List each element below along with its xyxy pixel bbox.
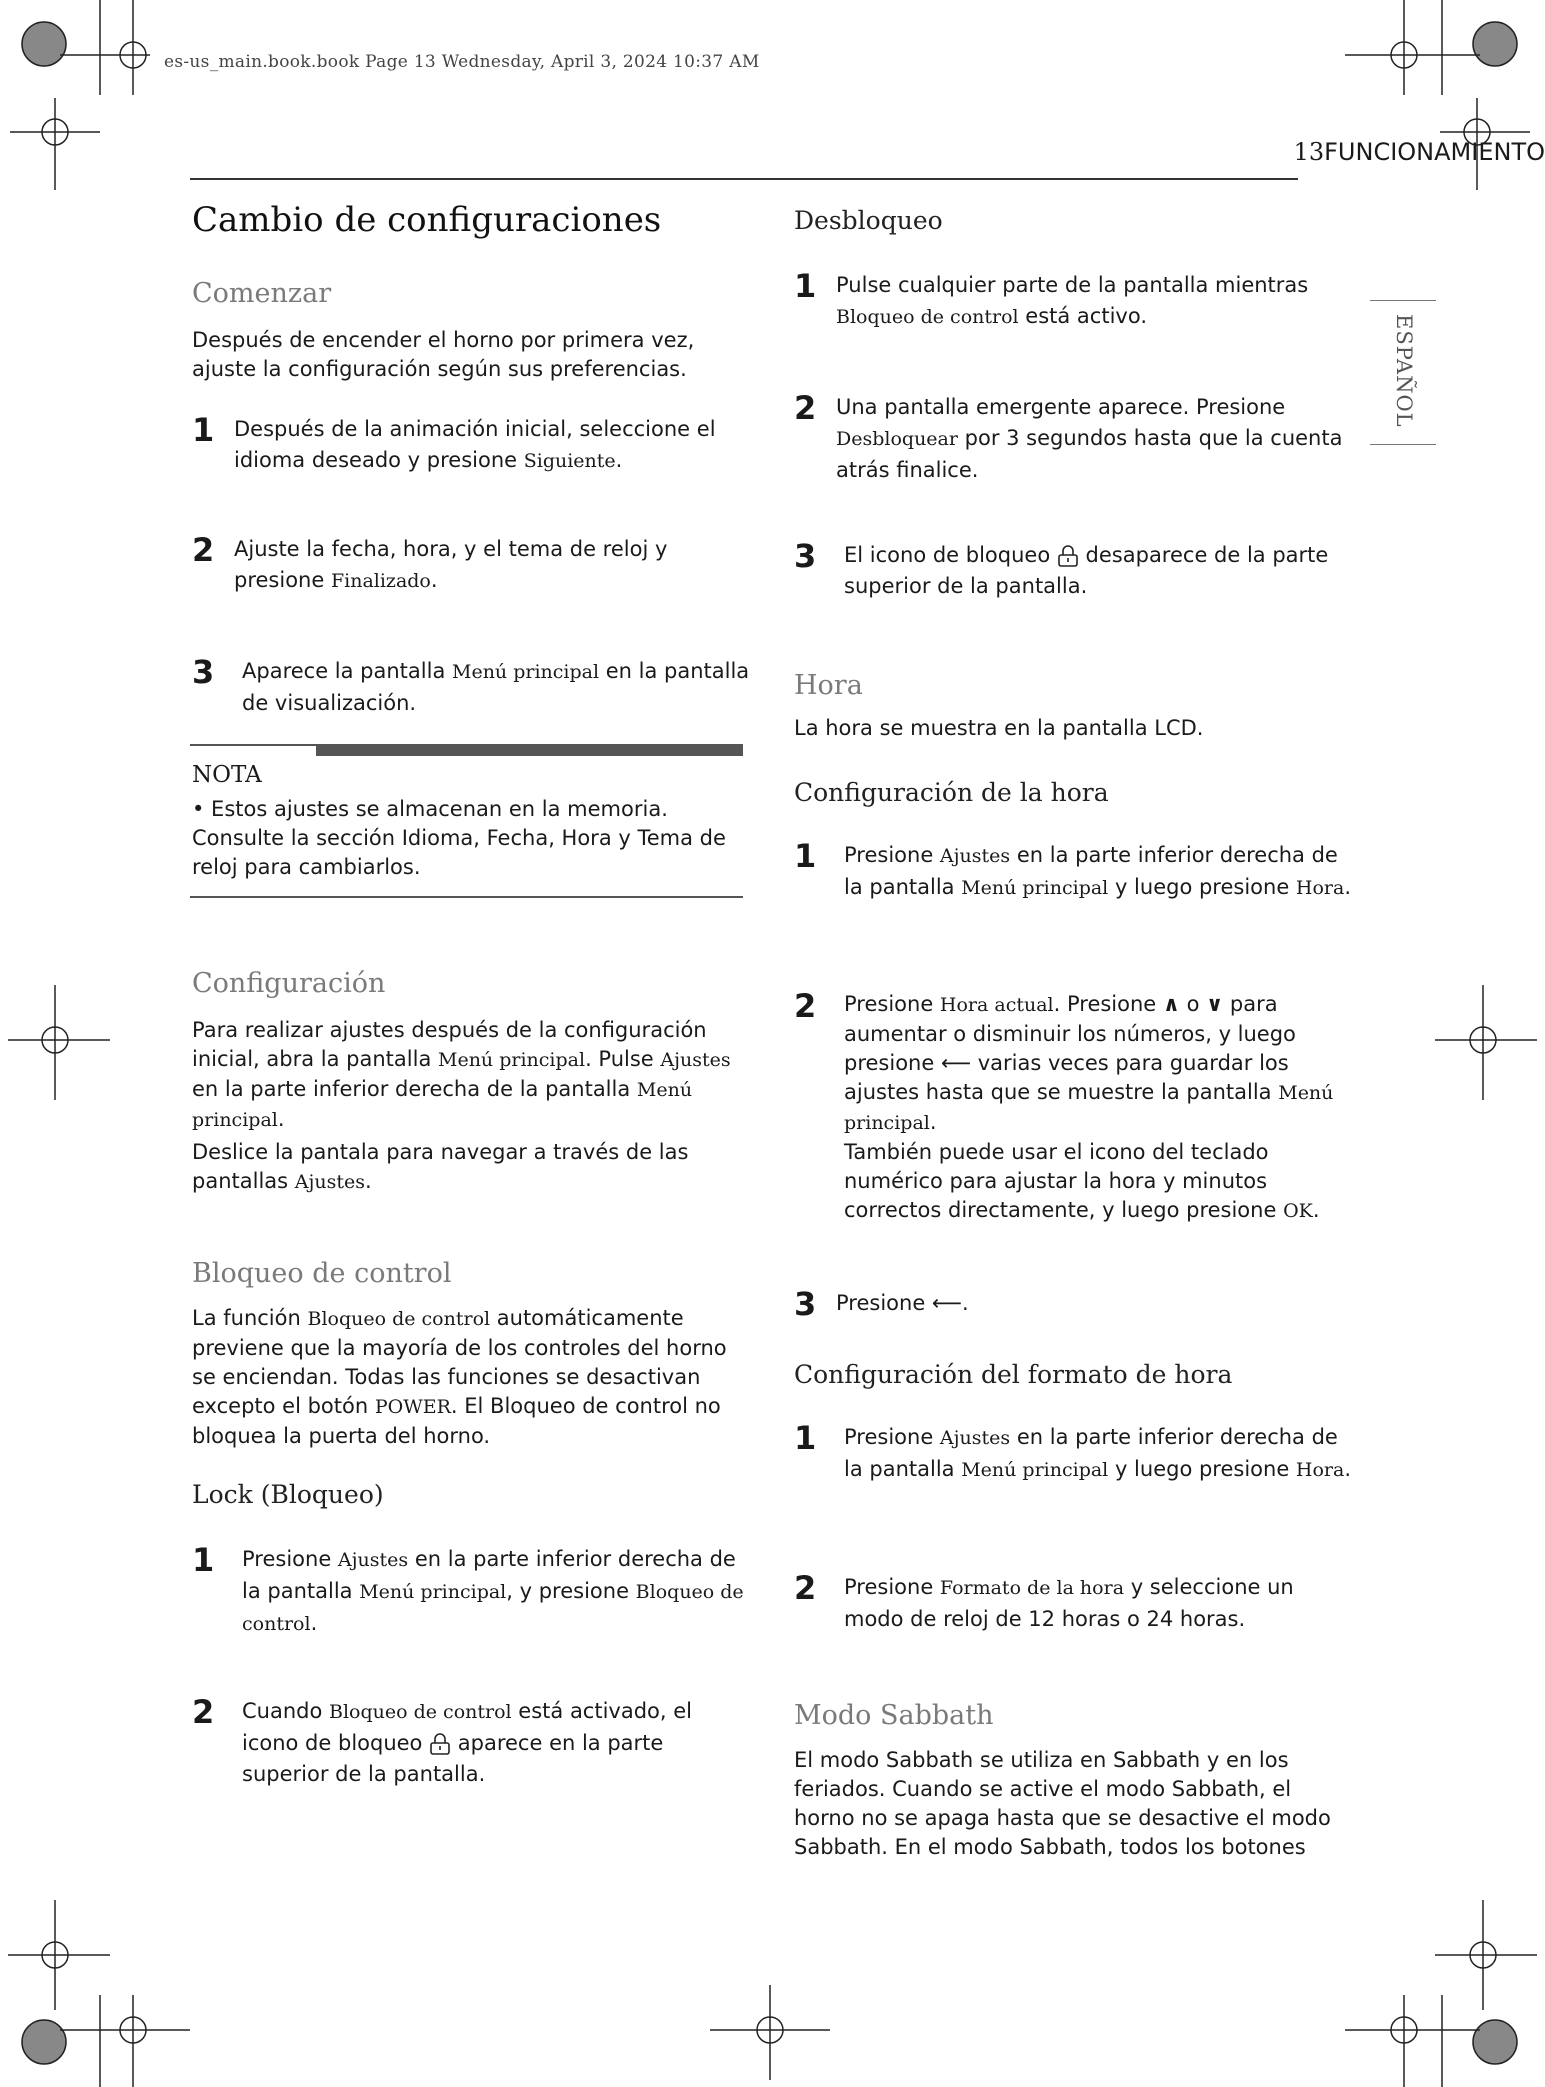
comenzar-step-1: 1 Después de la animación inicial, seleccione el idioma deseado y presione Siguiente. [192, 411, 716, 472]
comenzar-step-2: 2 Ajuste la fecha, hora, y el tema de reloj y presione Finalizado. [192, 531, 668, 592]
language-tab [1370, 300, 1436, 446]
note-label: NOTA [192, 762, 262, 788]
bloqueo-text: La función Bloqueo de control automáticamente previene que la mayoría de los controles del horno se enciendan. Todas las funciones se desactivan excepto el botón POWER. El Bloqueo de control no bloquea la puerta del horno. [192, 1306, 727, 1448]
hora-step-2: 2 Presione Hora actual. Presione ∧ o ∨ para aumentar o disminuir los números, y luego presione ⟵ varias veces para guardar los ajustes hasta que se muestre la pantalla Menú principal. También puede usar el icono del teclado numérico para ajustar la hora y minutos correctos directamente, y luego presione OK. [794, 987, 1334, 1222]
lock-icon [429, 1732, 451, 1756]
heading-configuracion: Configuración [192, 968, 386, 999]
heading-config-hora: Configuración de la hora [794, 778, 1109, 807]
page-number: 13 [1293, 138, 1325, 166]
sabbath-text: El modo Sabbath se utiliza en Sabbath y en los feriados. Cuando se active el modo Sabbath, el horno no se apaga hasta que se desactive el modo Sabbath. En el modo Sabbath, todos los botones [794, 1748, 1331, 1859]
hora-step-1: 1 Presione Ajustes en la parte inferior derecha de la pantalla Menú principal y luego presione Hora. [794, 837, 1352, 899]
section-name: FUNCIONAMIENTO [1324, 138, 1545, 166]
comenzar-intro: Después de encender el horno por primera vez, ajuste la configuración según sus preferencias. [192, 328, 695, 381]
note-box [190, 744, 743, 898]
up-arrow-icon: ∧ [1162, 992, 1180, 1016]
configuracion-text-2: Deslice la pantala para navegar a través de las pantallas Ajustes. [192, 1140, 689, 1193]
hora-intro: La hora se muestra en la pantalla LCD. [794, 716, 1204, 740]
language-tab-label: ESPAÑOL [1392, 314, 1416, 428]
formato-step-1: 1 Presione Ajustes en la parte inferior derecha de la pantalla Menú principal y luego presione Hora. [794, 1419, 1352, 1481]
lock-icon [1057, 544, 1079, 568]
configuracion-text-1: Para realizar ajustes después de la configuración inicial, abra la pantalla Menú principal. Pulse Ajustes en la parte inferior derecha de la pantalla Menú principal. [192, 1018, 731, 1131]
heading-formato-hora: Configuración del formato de hora [794, 1360, 1233, 1389]
heading-bloqueo-control: Bloqueo de control [192, 1258, 452, 1289]
heading-sabbath: Modo Sabbath [794, 1700, 994, 1731]
down-arrow-icon: ∨ [1206, 992, 1224, 1016]
lock-step-2: 2 Cuando Bloqueo de control está activado, el icono de bloqueo aparece en la parte superior de la pantalla. [192, 1693, 693, 1786]
heading-lock: Lock (Bloqueo) [192, 1480, 384, 1509]
hora-step-3: 3 Presione ⟵. [794, 1285, 969, 1323]
formato-step-2: 2 Presione Formato de la hora y seleccione un modo de reloj de 12 horas o 24 horas. [794, 1569, 1294, 1631]
lock-step-1: 1 Presione Ajustes en la parte inferior derecha de la pantalla Menú principal, y presione Bloqueo de control. [192, 1541, 744, 1635]
file-info: es-us_main.book.book Page 13 Wednesday, April 3, 2024 10:37 AM [164, 52, 760, 72]
page-title: Cambio de configuraciones [192, 200, 662, 240]
comenzar-step-3: 3 Aparece la pantalla Menú principal en la pantalla de visualización. [192, 653, 750, 715]
desbloqueo-step-1: 1 Pulse cualquier parte de la pantalla mientras Bloqueo de control está activo. [794, 267, 1309, 328]
back-arrow-icon: ⟵ [940, 1051, 972, 1075]
page-header [1294, 138, 1545, 166]
desbloqueo-step-2: 2 Una pantalla emergente aparece. Presione Desbloquear por 3 segundos hasta que la cuenta atrás finalice. [794, 389, 1343, 482]
header-rule [190, 178, 1298, 180]
note-bullet: • Estos ajustes se almacenan en la memoria. Consulte la sección Idioma, Fecha, Hora y Tema de reloj para cambiarlos. [192, 797, 726, 879]
desbloqueo-step-3: 3 El icono de bloqueo desaparece de la parte superior de la pantalla. [794, 537, 1329, 598]
back-arrow-icon: ⟵ [931, 1291, 963, 1315]
heading-comenzar: Comenzar [192, 278, 332, 309]
heading-hora: Hora [794, 670, 863, 701]
heading-desbloqueo: Desbloqueo [794, 206, 943, 235]
